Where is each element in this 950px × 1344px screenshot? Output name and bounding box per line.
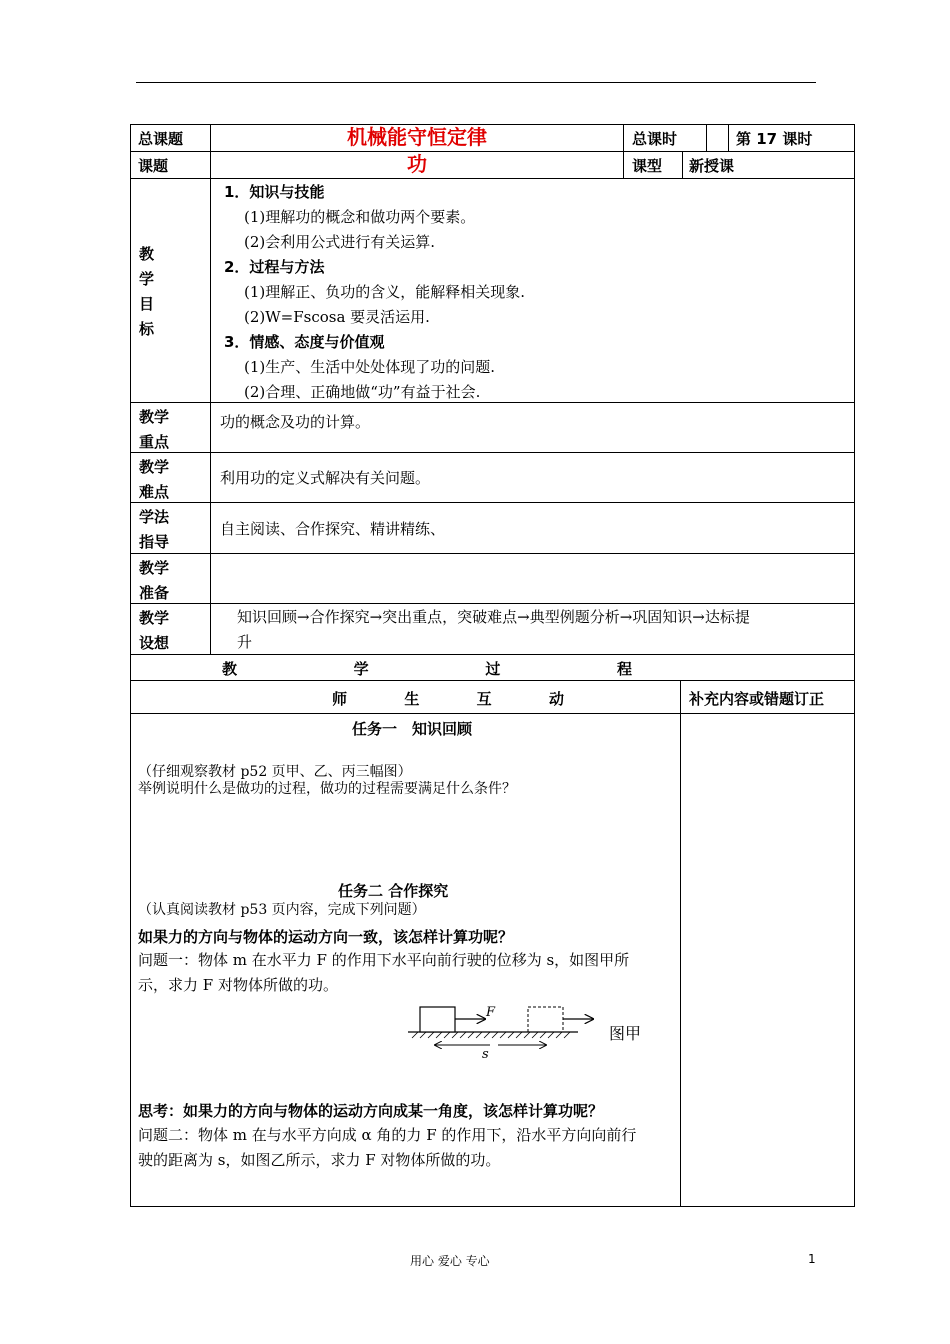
key-points-text: 功的概念及功的计算。 xyxy=(220,413,371,431)
block-end xyxy=(528,1007,563,1032)
key-points-label: 教学 重点 xyxy=(139,408,170,451)
preparation-label: 教学 准备 xyxy=(139,559,170,602)
objectives-content xyxy=(224,180,525,405)
task2-title: 任务二 合作探究 xyxy=(338,882,449,900)
think-heading: 思考：如果力的方向与物体的运动方向成某一角度，该怎样计算功呢？ xyxy=(138,1102,604,1120)
objective-item: (2)合理、正确地做“功”有益于社会. xyxy=(244,383,481,401)
task1-note: （仔细观察教材 p52 页甲、乙、丙三幅图） xyxy=(138,764,412,780)
problem2-text: 问题二：物体 m 在与水平方向成 α 角的力 F 的作用下，沿水平方向向前行 驶的距离为 s，如图乙所示，求力 F 对物体所做的功。 xyxy=(138,1126,637,1169)
figure-caption: 图甲 xyxy=(609,1024,642,1043)
total-hours-label: 总课时 xyxy=(632,130,678,148)
type-label: 课型 xyxy=(632,157,663,175)
task1-question: 举例说明什么是做功的过程，做功的过程需要满足什么条件？ xyxy=(138,781,516,797)
objective-item: (2)W=Fscosa 要灵活运用. xyxy=(244,308,430,326)
process-title: 教 学 过 程 xyxy=(222,660,632,678)
figure-jia xyxy=(400,1000,660,1064)
displacement-label: s xyxy=(482,1047,489,1062)
objective-heading: 1．知识与技能 xyxy=(224,183,325,201)
difficulties-text: 利用功的定义式解决有关问题。 xyxy=(220,469,431,487)
course-label: 总课题 xyxy=(138,130,184,148)
task2-note: （认真阅读教材 p53 页内容，完成下列问题） xyxy=(138,902,426,918)
objective-item: (1)生产、生活中处处体现了功的问题. xyxy=(244,358,496,376)
objective-heading: 2．过程与方法 xyxy=(224,258,325,276)
design-text: 知识回顾→合作探究→突出重点，突破难点→典型例题分析→巩固知识→达标提 升 xyxy=(237,608,750,651)
objective-item: (1)理解正、负功的含义，能解释相关现象. xyxy=(244,283,526,301)
lesson-number: 第 17 课时 xyxy=(736,130,813,148)
block-start xyxy=(420,1007,455,1032)
course-title: 机械能守恒定律 xyxy=(347,125,487,149)
force-label: F xyxy=(486,1005,496,1020)
objective-heading: 3．情感、态度与价值观 xyxy=(224,333,385,351)
objective-item: (1)理解功的概念和做功两个要素。 xyxy=(244,208,476,226)
supplement-header: 补充内容或错题订正 xyxy=(689,690,825,708)
task2-heading: 如果力的方向与物体的运动方向一致，该怎样计算功呢？ xyxy=(138,928,514,946)
header-rule xyxy=(136,82,816,83)
interaction-header: 师 生 互 动 xyxy=(332,690,564,708)
design-label: 教学 设想 xyxy=(139,609,170,652)
objective-item: (2)会利用公式进行有关运算. xyxy=(244,233,436,251)
topic-label: 课题 xyxy=(138,157,169,175)
difficulties-label: 教学 难点 xyxy=(139,458,170,501)
study-method-label: 学法 指导 xyxy=(139,508,170,551)
topic-title: 功 xyxy=(407,152,427,176)
ground-hatching xyxy=(412,1032,570,1038)
type-value: 新授课 xyxy=(689,157,735,175)
footer-motto: 用心 爱心 专心 xyxy=(410,1254,490,1268)
study-method-text: 自主阅读、合作探究、精讲精练、 xyxy=(220,520,446,538)
task1-title: 任务一 知识回顾 xyxy=(352,720,473,738)
objectives-label: 教 学 目 标 xyxy=(139,245,155,338)
problem1-text: 问题一：物体 m 在水平力 F 的作用下水平向前行驶的位移为 s，如图甲所 示，求力 F 对物体所做的功。 xyxy=(138,951,630,994)
page-number: 1 xyxy=(808,1252,816,1266)
